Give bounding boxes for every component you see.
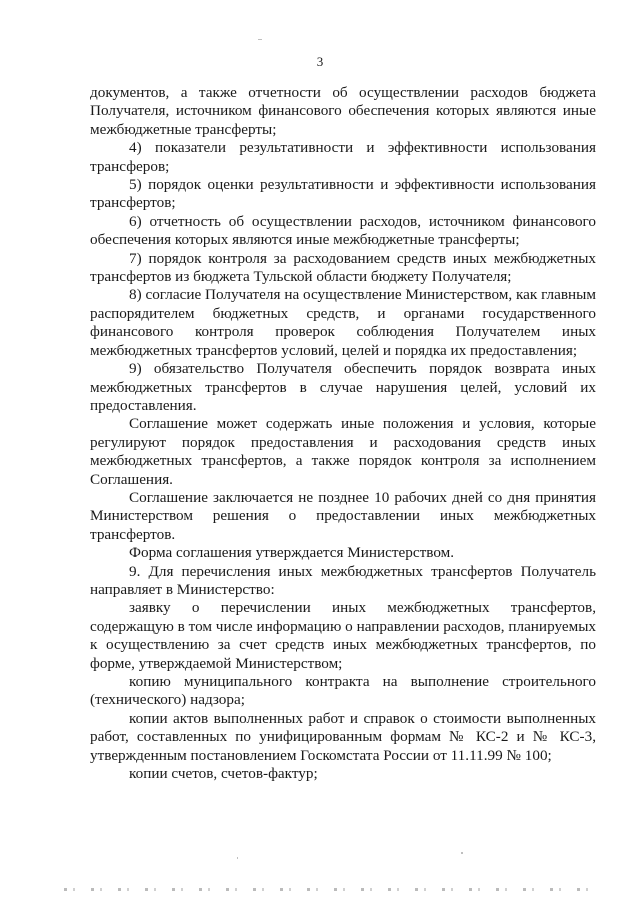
scan-speck: [258, 39, 262, 40]
scan-speck: [237, 857, 238, 859]
list-item-9: 9) обязательство Получателя обеспечить порядок возврата иных межбюджетных трансфертов в случае нарушения целей, условий их предоставления.: [90, 360, 596, 414]
requirement-contract-copy: копию муниципального контракта на выполнение строительного (технического) надзора;: [90, 673, 596, 709]
paragraph-agreement-provisions: Соглашение может содержать иные положения и условия, которые регулируют порядок предоставления и расходования средств иных межбюджетных трансфертов, а также порядок контроля за исполнением Соглашения.: [90, 415, 596, 488]
requirement-application: заявку о перечислении иных межбюджетных трансфертов, содержащую в том числе информацию о направлении расходов, планируемых к осуществлению за счет средств иных межбюджетных трансфертов, по форме, утверждаемой Министерством;: [90, 599, 596, 672]
requirement-acts-copies: копии актов выполненных работ и справок о стоимости выполненных работ, составленных по унифицированным формам № КС-2 и № КС-3, утвержденным постановлением Госкомстата России от 11.11.99 № 100;: [90, 709, 596, 764]
paragraph-continuation: документов, а также отчетности об осуществлении расходов бюджета Получателя, источником финансового обеспечения которых являются иные межбюджетные трансферты;: [90, 84, 596, 138]
list-item-5: 5) порядок оценки результативности и эффективности использования трансфертов;: [90, 176, 596, 212]
section-9-heading: 9. Для перечисления иных межбюджетных трансфертов Получатель направляет в Министерство:: [90, 562, 596, 598]
paragraph-agreement-deadline: Соглашение заключается не позднее 10 рабочих дней со дня принятия Министерством решения о предоставлении иных межбюджетных трансфертов.: [90, 488, 596, 543]
list-item-4: 4) показатели результативности и эффективности использования трансферов;: [90, 139, 596, 175]
list-item-8: 8) согласие Получателя на осуществление Министерством, как главным распорядителем бюджетных средств, и органами государственного финансового контроля проверок соблюдения Получателем иных межбюджетных трансфертов условий, целей и порядка их предоставления;: [90, 286, 596, 359]
document-body: [90, 84, 596, 783]
paragraph-agreement-form: Форма соглашения утверждается Министерством.: [129, 544, 455, 562]
list-item-6: 6) отчетность об осуществлении расходов, источником финансового обеспечения которых являются иные межбюджетные трансферты;: [90, 212, 596, 249]
page-number: 3: [316, 54, 324, 69]
scan-speck: [461, 852, 463, 854]
requirement-invoices-copies: копии счетов, счетов-фактур;: [129, 765, 318, 783]
list-item-7: 7) порядок контроля за расходованием средств иных межбюджетных трансфертов из бюджета Тульской области бюджету Получателя;: [90, 249, 596, 286]
scan-edge-noise: [64, 888, 604, 891]
